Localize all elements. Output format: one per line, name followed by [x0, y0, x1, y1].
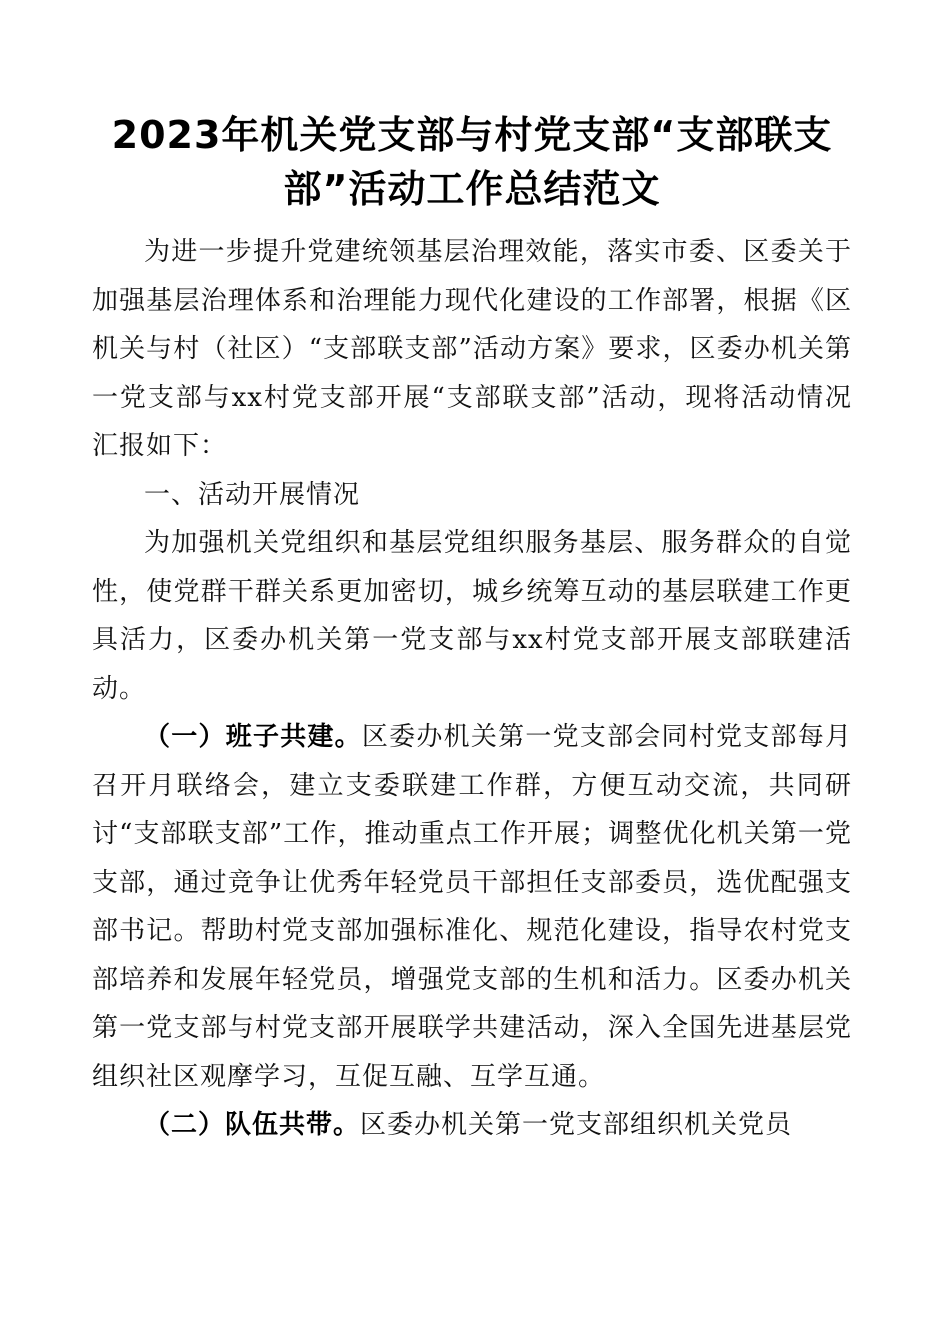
- section-intro-paragraph: 为加强机关党组织和基层党组织服务基层、服务群众的自觉性，使党群干群关系更加密切，城乡统筹互动的基层联建工作更具活力，区委办机关第一党支部与xx村党支部开展支部联建活动。: [92, 528, 852, 704]
- item-text-2: 区委办机关第一党支部组织机关党员: [360, 1110, 793, 1140]
- section-heading: 一、活动开展情况: [144, 479, 361, 510]
- item-paragraph-1: [92, 713, 852, 1101]
- intro-paragraph: 为进一步提升党建统领基层治理效能，落实市委、区委关于加强基层治理体系和治理能力现代化建设的工作部署，根据《区机关与村（社区）“支部联支部”活动方案》要求，区委办机关第一党支部与xx村党支部开展“支部联支部”活动，现将活动情况汇报如下：: [92, 237, 852, 461]
- document-title: 2023年机关党支部与村党支部“支部联支部”活动工作总结范文: [111, 113, 833, 211]
- document-page: [92, 108, 852, 1150]
- item-text-1: 区委办机关第一党支部会同村党支部每月召开月联络会，建立支委联建工作群，方便互动交流，共同研讨“支部联支部”工作，推动重点工作开展；调整优化机关第一党支部，通过竞争让优秀年轻党员干部担任支部委员，选优配强支部书记。帮助村党支部加强标准化、规范化建设，指导农村党支部培养和发展年轻党员，增强党支部的生机和活力。区委办机关第一党支部与村党支部开展联学共建活动，深入全国先进基层党组织社区观摩学习，互促互融、互学互通。: [92, 722, 852, 1092]
- item-paragraph-2: [92, 1101, 852, 1150]
- item-lead-2: （二）队伍共带。: [144, 1110, 361, 1140]
- item-lead-1: （一）班子共建。: [144, 722, 362, 752]
